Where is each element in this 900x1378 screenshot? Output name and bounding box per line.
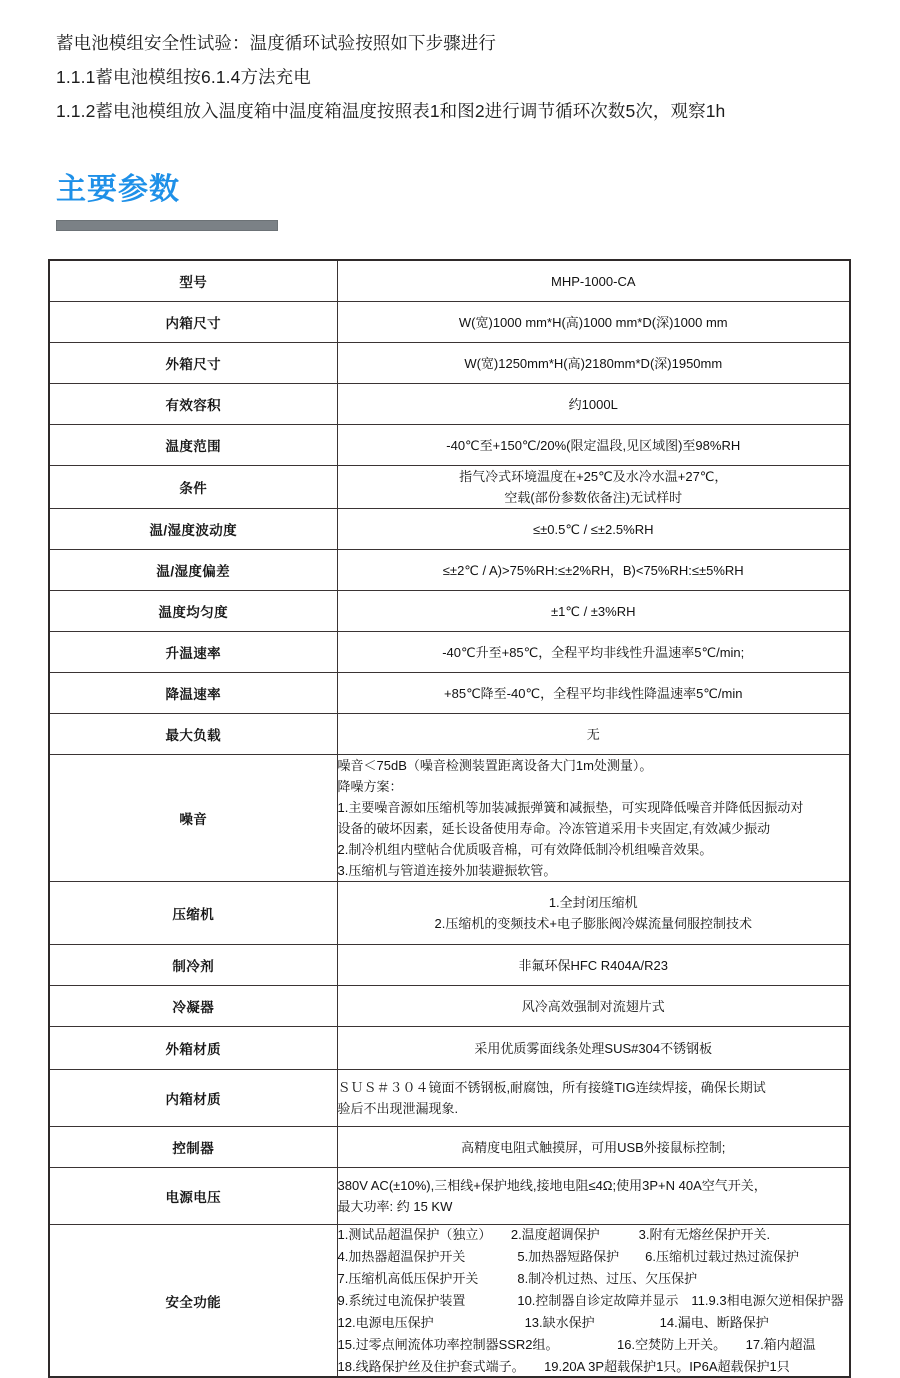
spec-value-line: ≤±0.5℃ / ≤±2.5%RH — [533, 521, 654, 537]
spec-table-container — [48, 259, 851, 1378]
spec-label-noise: 噪音 — [49, 755, 337, 882]
spec-value-line: 18.线路保护丝及住护套式端子。 19.20A 3P超载保护1只。IP6A超载保护1只 — [337, 1359, 790, 1374]
spec-label-coolrate: 降温速率 — [49, 673, 337, 714]
spec-value-outermat — [337, 1027, 850, 1070]
spec-value-line: 最大功率: 约 15 KW — [337, 1199, 453, 1214]
spec-label-outermat: 外箱材质 — [49, 1027, 337, 1070]
spec-value-safety — [337, 1225, 850, 1378]
table-row — [49, 1225, 850, 1378]
spec-value-line: 风冷高效强制对流翅片式 — [521, 998, 665, 1014]
spec-label-innermat: 内箱材质 — [49, 1070, 337, 1127]
table-row — [49, 882, 850, 945]
spec-value-outer — [337, 343, 850, 384]
spec-label-fluct: 温/湿度波动度 — [49, 509, 337, 550]
spec-value-line: 7.压缩机高低压保护开关 8.制冷机过热、过压、欠压保护 — [337, 1271, 698, 1286]
spec-value-line: 高精度电阻式触摸屏，可用USB外接鼠标控制; — [461, 1139, 726, 1155]
spec-value-line: 采用优质雾面线条处理SUS#304不锈钢板 — [474, 1040, 713, 1056]
spec-value-uniform — [337, 591, 850, 632]
table-row — [49, 1027, 850, 1070]
table-row — [49, 714, 850, 755]
spec-value-line: ＳＵＳ＃３０４镜面不锈钢板,耐腐蚀，所有接缝TIG连续焊接，确保长期试 — [337, 1080, 766, 1095]
specifications-table — [48, 259, 851, 1378]
spec-value-dev — [337, 550, 850, 591]
spec-value-line: ≤±2℃ / A)>75%RH:≤±2%RH，B)<75%RH:≤±5%RH — [442, 562, 744, 578]
spec-value-innermat — [337, 1070, 850, 1127]
spec-label-volume: 有效容积 — [49, 384, 337, 425]
spec-value-compressor — [337, 882, 850, 945]
spec-label-condition: 条件 — [49, 466, 337, 509]
section-underline-bar — [56, 220, 278, 231]
table-row — [49, 1127, 850, 1168]
table-row — [49, 550, 850, 591]
spec-label-outer: 外箱尺寸 — [49, 343, 337, 384]
table-row — [49, 1070, 850, 1127]
intro-line-step-1-1-1: 1.1.1蓄电池模组按6.1.4方法充电 — [56, 67, 311, 87]
table-row — [49, 673, 850, 714]
table-row — [49, 302, 850, 343]
spec-label-voltage: 电源电压 — [49, 1168, 337, 1225]
intro-paragraphs — [56, 26, 856, 128]
spec-label-condenser: 冷凝器 — [49, 986, 337, 1027]
spec-value-line: 9.系统过电流保护装置 10.控制器自诊定故障并显示 11.9.3相电源欠逆相保护器 — [337, 1293, 844, 1308]
page-title: 主要参数 — [56, 173, 180, 206]
intro-line-heading: 蓄电池模组安全性试验：温度循环试验按照如下步骤进行 — [56, 33, 496, 53]
table-row — [49, 986, 850, 1027]
spec-value-line: 1.测试品超温保护（独立） 2.温度超调保护 3.附有无熔丝保护开关. — [337, 1227, 771, 1242]
table-row — [49, 260, 850, 302]
table-row — [49, 509, 850, 550]
spec-label-inner: 内箱尺寸 — [49, 302, 337, 343]
spec-value-line: 降噪方案： — [337, 779, 403, 794]
spec-value-controller — [337, 1127, 850, 1168]
spec-label-safety: 安全功能 — [49, 1225, 337, 1378]
spec-value-coolrate — [337, 673, 850, 714]
spec-value-line: 指气冷式环境温度在+25℃及水冷水温+27℃， — [459, 469, 728, 484]
spec-value-model — [337, 260, 850, 302]
spec-value-condition — [337, 466, 850, 509]
spec-label-temprange: 温度范围 — [49, 425, 337, 466]
table-row — [49, 343, 850, 384]
table-row — [49, 945, 850, 986]
spec-value-line: 2.制冷机组内壁帖合优质吸音棉，可有效降低制冷机组噪音效果。 — [337, 842, 713, 857]
spec-value-temprange — [337, 425, 850, 466]
spec-value-line: +85℃降至-40℃，全程平均非线性降温速率5℃/min — [444, 685, 743, 701]
spec-value-line: MHP-1000-CA — [550, 273, 636, 289]
section-header — [56, 170, 278, 231]
spec-value-line: 验后不出现泄漏现象. — [337, 1101, 459, 1116]
spec-value-line: W(宽)1000 mm*H(高)1000 mm*D(深)1000 mm — [458, 314, 728, 330]
spec-value-line: 约1000L — [568, 396, 618, 412]
spec-value-line: 1.主要噪音源如压缩机等加装减振弹簧和减振垫，可实现降低噪音并降低因振动对 — [337, 800, 804, 815]
spec-value-line: -40℃升至+85℃，全程平均非线性升温速率5℃/min; — [442, 644, 745, 660]
spec-label-controller: 控制器 — [49, 1127, 337, 1168]
spec-label-model: 型号 — [49, 260, 337, 302]
spec-value-line: W(宽)1250mm*H(高)2180mm*D(深)1950mm — [464, 355, 723, 371]
spec-value-voltage — [337, 1168, 850, 1225]
intro-line-step-1-1-2: 1.1.2蓄电池模组放入温度箱中温度箱温度按照表1和图2进行调节循环次数5次，观察1h — [56, 101, 726, 121]
table-row — [49, 632, 850, 673]
spec-value-heatrate — [337, 632, 850, 673]
table-row — [49, 466, 850, 509]
spec-label-maxload: 最大负载 — [49, 714, 337, 755]
spec-value-volume — [337, 384, 850, 425]
table-row — [49, 425, 850, 466]
spec-value-line: -40℃至+150℃/20%(限定温段,见区域图)至98%RH — [446, 437, 741, 453]
spec-value-line: 噪音＜75dB（噪音检测装置距离设备大门1m处测量）。 — [337, 758, 653, 773]
spec-value-condenser — [337, 986, 850, 1027]
table-row — [49, 384, 850, 425]
spec-value-line: 3.压缩机与管道连接外加装避振软管。 — [337, 863, 557, 878]
spec-value-line: 380V AC(±10%),三相线+保护地线,接地电阻≤4Ω;使用3P+N 40A空气开关， — [337, 1178, 767, 1193]
spec-label-uniform: 温度均匀度 — [49, 591, 337, 632]
table-row — [49, 591, 850, 632]
spec-value-line: 4.加热器超温保护开关 5.加热器短路保护 6.压缩机过载过热过流保护 — [337, 1249, 800, 1264]
spec-value-line: 设备的破坏因素，延长设备使用寿命。冷冻管道采用卡夹固定,有效减少振动 — [337, 821, 771, 836]
spec-label-heatrate: 升温速率 — [49, 632, 337, 673]
spec-value-line: ±1℃ / ±3%RH — [551, 603, 636, 619]
spec-value-inner — [337, 302, 850, 343]
spec-value-line: 1.全封闭压缩机 — [548, 895, 638, 910]
spec-value-line: 15.过零点闸流体功率控制器SSR2组。 16.空焚防上开关。 17.箱内超温 — [337, 1337, 816, 1352]
spec-label-dev: 温/湿度偏差 — [49, 550, 337, 591]
spec-value-noise — [337, 755, 850, 882]
table-row — [49, 755, 850, 882]
spec-value-fluct — [337, 509, 850, 550]
spec-value-line: 12.电源电压保护 13.缺水保护 14.漏电、断路保护 — [337, 1315, 769, 1330]
spec-label-refrig: 制冷剂 — [49, 945, 337, 986]
spec-value-line: 空载(部份参数依备注)无试样时 — [504, 490, 683, 505]
spec-value-line: 非氟环保HFC R404A/R23 — [518, 957, 669, 973]
table-row — [49, 1168, 850, 1225]
spec-value-line: 2.压缩机的变频技术+电子膨胀阀冷媒流量伺服控制技术 — [434, 916, 752, 931]
spec-label-compressor: 压缩机 — [49, 882, 337, 945]
spec-value-maxload — [337, 714, 850, 755]
spec-value-refrig — [337, 945, 850, 986]
spec-value-line: 无 — [586, 726, 600, 742]
